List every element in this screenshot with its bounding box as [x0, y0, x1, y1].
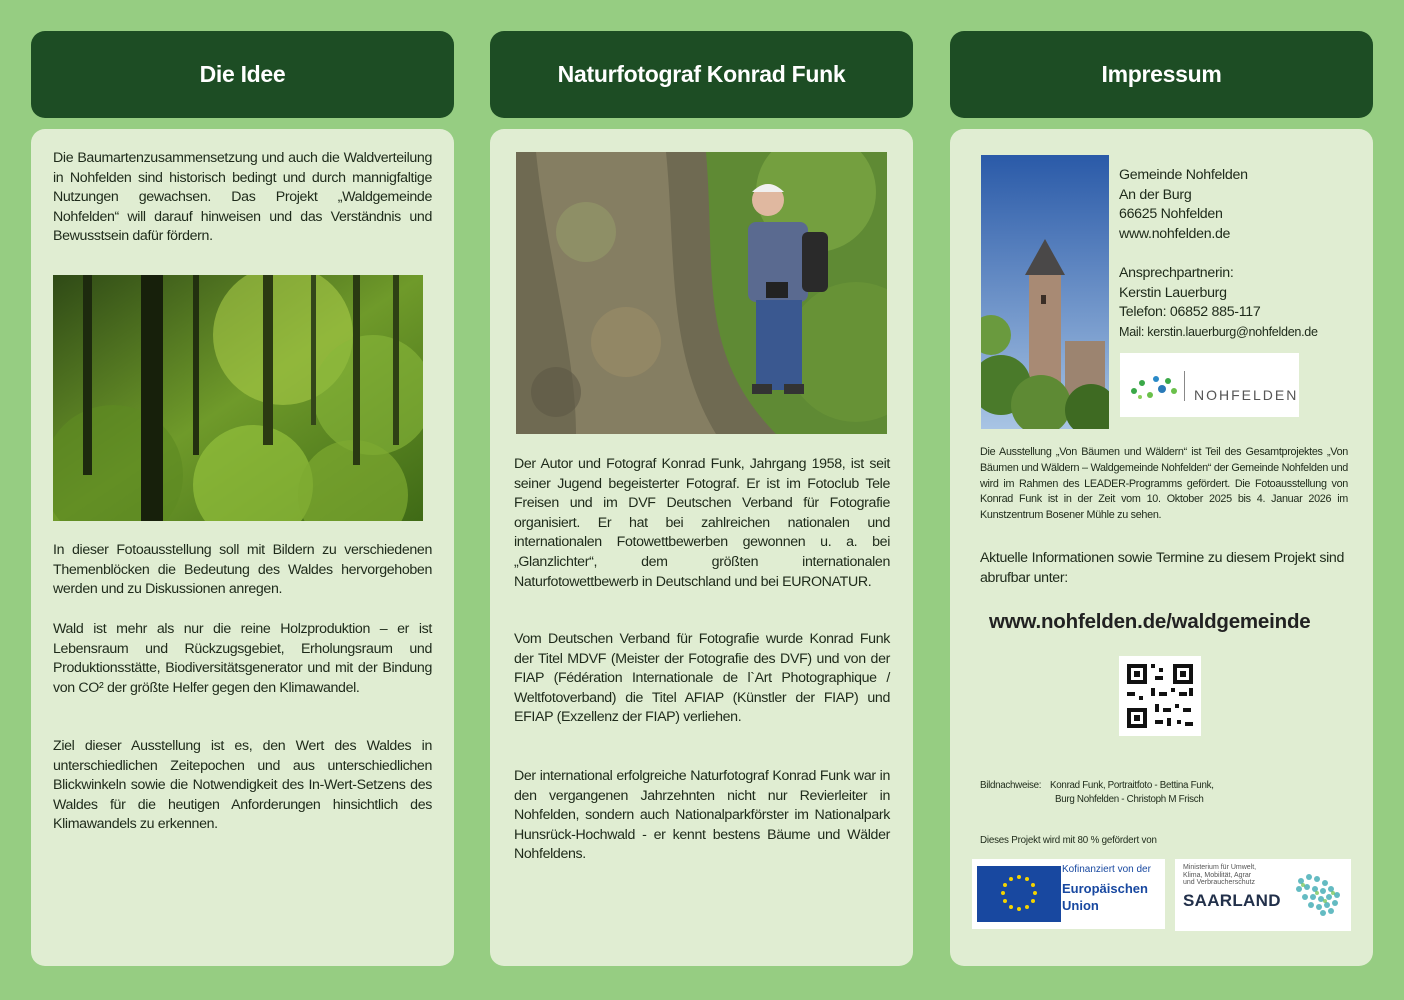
header-impressum	[950, 31, 1373, 118]
panel-die-idee	[31, 129, 454, 966]
header-naturfotograf	[490, 31, 913, 118]
saarland-map-icon	[1287, 867, 1347, 923]
contact-block	[1119, 264, 1318, 342]
paragraph-2: Vom Deutschen Verband für Fotografie wurde Konrad Funk der Titel MDVF (Meister der Fotografie des DVF) und von der FIAP (Fédération Internationale de l`Art Photographique / Weltfotoverband) die Titel AFIAP (Künstler der FIAP) und EFIAP (Exzellenz der FIAP) verliehen.	[514, 631, 890, 726]
eu-logo	[972, 859, 1165, 929]
nohfelden-logo	[1120, 353, 1299, 417]
funding-text: Dieses Projekt wird mit 80 % gefördert von	[980, 835, 1157, 846]
credits-line: Konrad Funk, Portraitfoto - Bettina Funk,	[1050, 780, 1214, 791]
nohfelden-logo-text: NOHFELDEN	[1194, 387, 1299, 403]
saarland-name: SAARLAND	[1183, 891, 1281, 910]
info-text: Aktuelle Informationen sowie Termine zu diesem Projekt sind abrufbar unter:	[980, 550, 1344, 586]
column-title: Naturfotograf Konrad Funk	[557, 61, 846, 87]
panel-naturfotograf	[490, 129, 913, 966]
address-line: An der Burg	[1119, 186, 1192, 203]
contact-mail[interactable]: Mail: kerstin.lauerburg@nohfelden.de	[1119, 324, 1318, 339]
saarland-logo	[1175, 859, 1351, 931]
qr-code[interactable]	[1119, 656, 1201, 736]
ministry-line: und Verbraucherschutz	[1183, 879, 1255, 886]
contact-label: Ansprechpartnerin:	[1119, 265, 1234, 281]
column-title: Impressum	[1101, 61, 1222, 87]
ministry-line: Klima, Mobilität, Agrar	[1183, 871, 1252, 879]
image-credits	[980, 779, 1360, 807]
header-die-idee	[31, 31, 454, 118]
address-block	[1119, 166, 1248, 244]
paragraph-2: Wald ist mehr als nur die reine Holzproduktion – er ist Lebensraum und Rückzugsgebiet, Erholungsraum und Produktionsstätte, Biodiversitätsgenerator und mit der Bindung von CO² der größte Helfer gegen den Klimawandel.	[53, 621, 432, 696]
eu-name-line: Europäischen	[1062, 881, 1148, 896]
project-url-link[interactable]: www.nohfelden.de/waldgemeinde	[989, 610, 1311, 633]
address-line: 66625 Nohfelden	[1119, 206, 1223, 223]
exhibition-text: Die Ausstellung „Von Bäumen und Wäldern“ ist Teil des Gesamtprojektes „Von Bäumen und Wäldern – Waldgemeinde Nohfelden“ der Gemeinde Nohfelden und wird im Rahmen des LEADER-Programms gefördert. Die Fotoausstellung von Konrad Funk ist in der Zeit vom 10. Oktober 2025 bis 4. Januar 2026 im Kunstzentrum Bosener Mühle zu sehen.	[980, 446, 1348, 522]
paragraph-1: Der Autor und Fotograf Konrad Funk, Jahrgang 1958, ist seit seiner Jugend begeisterter Fotograf. Er ist im Fotoclub Tele Freisen und im DVF Deutschen Verband für Fotografie organisiert. Er hat bei zahlreichen nationalen und internationalen Fotowettbewerben gewonnen u. a. bei „Glanzlichter“, dem größten internationalen Naturfotowettbewerb in Deutschland und bei EURONATUR.	[514, 456, 890, 590]
eu-name-line: Union	[1062, 898, 1099, 913]
castle-tower-photo	[981, 155, 1109, 429]
address-line: Gemeinde Nohfelden	[1119, 167, 1248, 183]
credits-label: Bildnachweise:	[980, 780, 1042, 791]
column-title: Die Idee	[199, 61, 286, 87]
credits-line: Burg Nohfelden - Christoph M Frisch	[1055, 794, 1204, 805]
photographer-portrait-photo	[516, 152, 887, 434]
paragraph-3: Ziel dieser Ausstellung ist es, den Wert des Waldes in unterschiedlichen Zeitepochen und aus unterschiedlichen Blickwinkeln sowie die Notwendigkeit des In-Wert-Setzens des Waldes für die heutigen Anforderungen hinsichtlich des Klimawandels zu erkennen.	[53, 738, 432, 833]
panel-impressum	[950, 129, 1373, 966]
paragraph-3: Der international erfolgreiche Naturfotograf Konrad Funk war in den vergangenen Jahrzehnten nicht nur Revierleiter in Nohfelden, sondern auch Nationalparkförster im Nationalpark Hunsrück-Hochwald - er kennt bestens Bäume und Wälder Nohfeldens.	[514, 768, 890, 863]
contact-name: Kerstin Lauerburg	[1119, 284, 1227, 301]
paragraph-1: In dieser Fotoausstellung soll mit Bildern zu verschiedenen Themenblöcken die Bedeutung des Waldes hervorgehoben werden und zu Diskussionen anregen.	[53, 542, 432, 598]
website-link[interactable]: www.nohfelden.de	[1119, 225, 1231, 242]
eu-cofinanced-text: Kofinanziert von der	[1062, 864, 1151, 875]
contact-phone: Telefon: 06852 885-117	[1119, 304, 1261, 321]
forest-photo	[53, 275, 423, 521]
intro-text: Die Baumartenzusammensetzung und auch die Waldverteilung in Nohfelden sind historisch bedingt und durch mannigfaltige Nutzungen gewachsen. Das Projekt „Waldgemeinde Nohfelden“ will darauf hinweisen und das Verständnis und Bewusstsein dafür fördern.	[53, 150, 432, 245]
ministry-line: Ministerium für Umwelt,	[1183, 864, 1257, 871]
